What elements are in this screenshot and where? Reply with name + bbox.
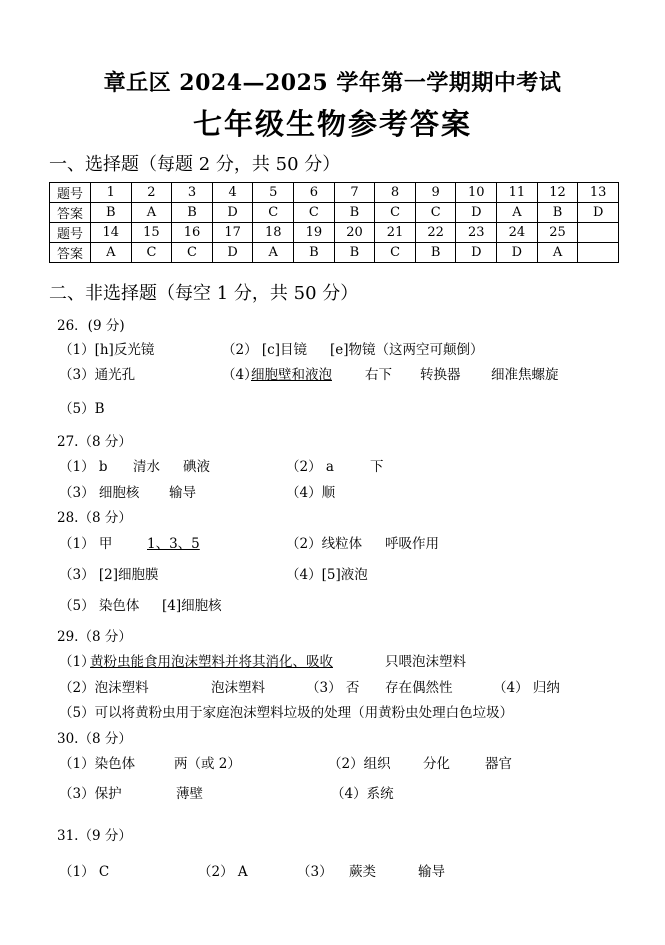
question-number-cell: 8 bbox=[375, 183, 416, 203]
answer-cell: D bbox=[212, 203, 253, 223]
answer-text: 细准焦螺旋 bbox=[491, 367, 559, 383]
answer-cell: B bbox=[537, 203, 578, 223]
answer-cell: D bbox=[578, 203, 619, 223]
answer-cell: C bbox=[415, 203, 456, 223]
answer-text: （4） 归纳 bbox=[493, 680, 560, 696]
question-number-row-2 bbox=[50, 223, 619, 243]
row-label: 题号 bbox=[50, 223, 91, 243]
answer-text: （3） bbox=[297, 864, 333, 880]
question-number-cell: 21 bbox=[375, 223, 416, 243]
answer-text: 两（或 2） bbox=[174, 756, 241, 772]
q31-heading: 31.（9 分） bbox=[57, 828, 132, 844]
section1-heading: 一、选择题（每题 2 分，共 50 分） bbox=[49, 154, 341, 175]
row-label: 题号 bbox=[50, 183, 91, 203]
answer-text: 细胞壁和液泡 bbox=[251, 367, 332, 383]
answer-text: 碘液 bbox=[183, 459, 210, 475]
answer-text: （2） a bbox=[286, 459, 334, 475]
answer-text: 输导 bbox=[169, 485, 196, 501]
question-number-cell: 24 bbox=[497, 223, 538, 243]
answer-text: 蕨类 bbox=[349, 864, 376, 880]
answer-row-2 bbox=[50, 243, 619, 263]
q29-heading: 29.（8 分） bbox=[57, 629, 132, 645]
section2-heading: 二、非选择题（每空 1 分，共 50 分） bbox=[49, 283, 359, 304]
choice-answer-table bbox=[49, 182, 619, 263]
answer-text: （1） bbox=[59, 654, 95, 670]
answer-cell: B bbox=[294, 243, 335, 263]
answer-cell: D bbox=[456, 243, 497, 263]
answer-text: （1） 甲 bbox=[59, 536, 113, 552]
answer-cell bbox=[578, 243, 619, 263]
question-number-cell: 22 bbox=[415, 223, 456, 243]
answer-text: （1） b bbox=[59, 459, 108, 475]
question-number-cell: 5 bbox=[253, 183, 294, 203]
question-number-row-1 bbox=[50, 183, 619, 203]
answer-text: （4）顺 bbox=[286, 485, 336, 501]
answer-text: 呼吸作用 bbox=[385, 536, 439, 552]
answer-cell: A bbox=[253, 243, 294, 263]
q27-heading: 27.（8 分） bbox=[57, 434, 132, 450]
answer-text: （2） [c]目镜 bbox=[222, 342, 307, 358]
answer-text: （1）染色体 bbox=[59, 756, 136, 772]
answer-text: 薄壁 bbox=[176, 786, 203, 802]
question-number-cell: 12 bbox=[537, 183, 578, 203]
question-number-cell: 7 bbox=[334, 183, 375, 203]
answer-cell: B bbox=[415, 243, 456, 263]
question-number-cell: 19 bbox=[294, 223, 335, 243]
answer-text: 1、3、5 bbox=[147, 536, 200, 552]
answer-text: （1） C bbox=[59, 864, 110, 880]
answer-text: （2）泡沫塑料 bbox=[59, 680, 149, 696]
answer-text: 器官 bbox=[485, 756, 512, 772]
q28-heading: 28.（8 分） bbox=[57, 510, 132, 526]
answer-text: （3） 否 bbox=[306, 680, 360, 696]
question-number-cell: 11 bbox=[497, 183, 538, 203]
answer-cell: D bbox=[497, 243, 538, 263]
q30-heading: 30.（8 分） bbox=[57, 731, 132, 747]
answer-text: （5） 染色体 bbox=[59, 598, 140, 614]
answer-text: （5）B bbox=[59, 401, 105, 417]
question-number-cell: 4 bbox=[212, 183, 253, 203]
answer-text: （3）通光孔 bbox=[59, 367, 136, 383]
question-number-cell: 15 bbox=[131, 223, 172, 243]
answer-cell: A bbox=[131, 203, 172, 223]
answer-cell: D bbox=[456, 203, 497, 223]
answer-text: （2）组织 bbox=[328, 756, 391, 772]
question-number-cell: 6 bbox=[294, 183, 335, 203]
answer-cell: C bbox=[172, 243, 213, 263]
answer-cell: A bbox=[497, 203, 538, 223]
question-number-cell: 16 bbox=[172, 223, 213, 243]
answer-text: 下 bbox=[370, 459, 384, 475]
answer-cell: A bbox=[91, 243, 132, 263]
question-number-cell: 23 bbox=[456, 223, 497, 243]
answer-text: （2） A bbox=[198, 864, 248, 880]
answer-cell: C bbox=[131, 243, 172, 263]
answer-cell: C bbox=[294, 203, 335, 223]
answer-cell: D bbox=[212, 243, 253, 263]
answer-cell: B bbox=[91, 203, 132, 223]
answer-cell: A bbox=[537, 243, 578, 263]
answer-text: 输导 bbox=[418, 864, 445, 880]
answer-text: 转换器 bbox=[420, 367, 461, 383]
answer-cell: C bbox=[253, 203, 294, 223]
answer-row-1 bbox=[50, 203, 619, 223]
answer-text: 分化 bbox=[423, 756, 450, 772]
answer-text: （1）[h]反光镜 bbox=[59, 342, 155, 358]
question-number-cell: 3 bbox=[172, 183, 213, 203]
answer-text: （3） 细胞核 bbox=[59, 485, 140, 501]
answer-text: 清水 bbox=[133, 459, 160, 475]
answer-text: [4]细胞核 bbox=[162, 598, 222, 614]
answer-text: 存在偶然性 bbox=[385, 680, 453, 696]
exam-title: 章丘区 2024—2025 学年第一学期期中考试 bbox=[103, 70, 562, 96]
question-number-cell bbox=[578, 223, 619, 243]
answer-text: （3）保护 bbox=[59, 786, 122, 802]
answer-cell: C bbox=[375, 243, 416, 263]
question-number-cell: 20 bbox=[334, 223, 375, 243]
question-number-cell: 18 bbox=[253, 223, 294, 243]
question-number-cell: 1 bbox=[91, 183, 132, 203]
question-number-cell: 2 bbox=[131, 183, 172, 203]
answer-text: （3） [2]细胞膜 bbox=[59, 567, 159, 583]
answer-text: [e]物镜（这两空可颠倒） bbox=[330, 342, 484, 358]
question-number-cell: 25 bbox=[537, 223, 578, 243]
question-number-cell: 9 bbox=[415, 183, 456, 203]
question-number-cell: 10 bbox=[456, 183, 497, 203]
answer-cell: B bbox=[334, 203, 375, 223]
question-number-cell: 14 bbox=[91, 223, 132, 243]
answer-cell: B bbox=[334, 243, 375, 263]
answer-text: （4）系统 bbox=[331, 786, 394, 802]
answer-text: 泡沫塑料 bbox=[211, 680, 265, 696]
answer-text: （4） bbox=[222, 367, 258, 383]
q26-heading: 26．(9 分) bbox=[57, 318, 125, 334]
answer-text: 黄粉虫能食用泡沫塑料并将其消化、吸收 bbox=[90, 654, 333, 670]
answer-cell: C bbox=[375, 203, 416, 223]
answer-text: （4）[5]液泡 bbox=[286, 567, 368, 583]
answer-text: 右下 bbox=[365, 367, 392, 383]
row-label: 答案 bbox=[50, 243, 91, 263]
answer-key-title: 七年级生物参考答案 bbox=[192, 107, 472, 141]
answer-cell: B bbox=[172, 203, 213, 223]
question-number-cell: 17 bbox=[212, 223, 253, 243]
answer-text: （2）线粒体 bbox=[286, 536, 363, 552]
question-number-cell: 13 bbox=[578, 183, 619, 203]
answer-text: （5）可以将黄粉虫用于家庭泡沫塑料垃圾的处理（用黄粉虫处理白色垃圾） bbox=[59, 705, 514, 721]
answer-text: 只喂泡沫塑料 bbox=[385, 654, 466, 670]
row-label: 答案 bbox=[50, 203, 91, 223]
